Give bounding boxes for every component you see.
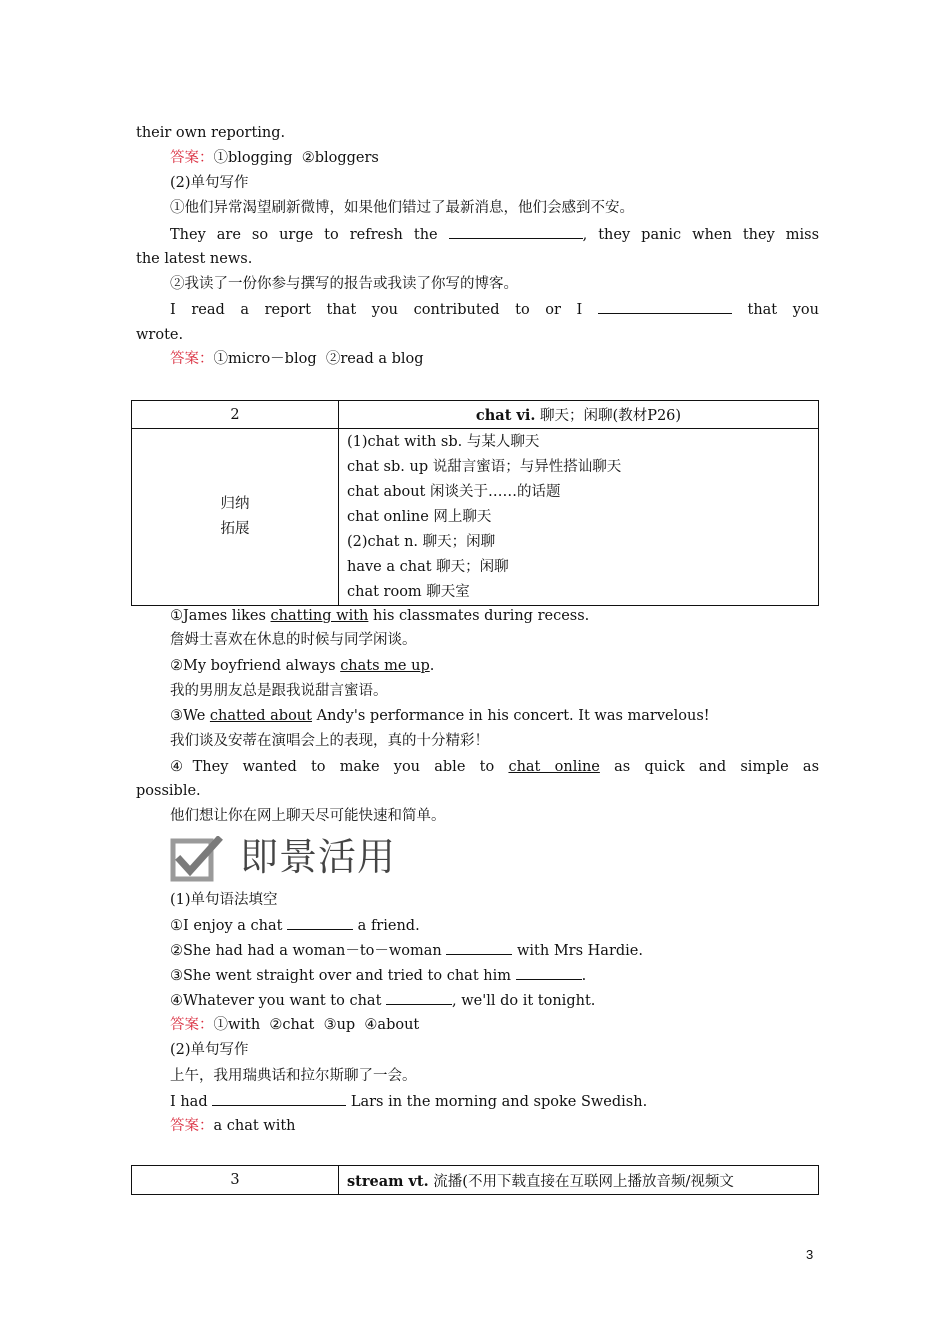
question-part: ①I enjoy a chat (170, 918, 288, 934)
text-line: wrote. (136, 327, 184, 343)
text-line: the latest news. (136, 251, 253, 267)
example-translation: 我们谈及安蒂在演唱会上的表现，真的十分精彩！ (170, 733, 489, 749)
vocab-table-stream (131, 1165, 819, 1195)
english-sentence (136, 224, 819, 245)
sentence-part: I read a report that you contributed to or I (170, 302, 583, 318)
phrase-row: chat room 聊天室 (347, 583, 470, 600)
sentence-part: ②My boyfriend always (170, 658, 341, 674)
section-heading: (2)单句写作 (170, 1042, 249, 1058)
sentence-part: his classmates during recess. (368, 608, 590, 624)
question-part: with Mrs Hardie. (512, 943, 643, 959)
answer-line (170, 349, 424, 369)
section-heading: (1)单句语法填空 (170, 892, 278, 908)
headword-cell (339, 401, 819, 429)
phrase-list (339, 429, 819, 606)
text-line: their own reporting. (136, 125, 286, 141)
headword: stream vt. (347, 1172, 429, 1190)
practice-heading: 即景活用 (240, 835, 397, 879)
item-number: 2 (132, 401, 339, 429)
exercise-question (170, 940, 643, 961)
text-line: possible. (136, 783, 201, 799)
item-number: 3 (132, 1166, 339, 1195)
example-sentence (170, 606, 589, 626)
section-heading: (2)单句写作 (170, 175, 249, 191)
example-sentence (136, 757, 819, 777)
fill-blank (449, 224, 583, 239)
example-translation: 他们想让你在网上聊天尽可能快速和简单。 (170, 808, 446, 824)
label-line: 归纳 (220, 496, 250, 512)
sentence-part: ①James likes (170, 608, 271, 624)
answer-blank[interactable] (287, 915, 353, 930)
answer-line (170, 148, 379, 168)
exercise-question (170, 1091, 647, 1112)
headword-cell (339, 1166, 819, 1195)
sentence-part: They are so urge to refresh the (170, 227, 438, 243)
example-sentence (170, 656, 434, 676)
headword: chat vi. (475, 407, 536, 424)
exercise-question (170, 965, 586, 986)
checkbox-icon (170, 836, 226, 882)
chinese-sentence: ②我读了一份你参与撰写的报告或我读了你写的博客。 (170, 276, 518, 292)
sentence-part: that you (747, 302, 820, 318)
answer-text: ①with ②chat ③up ④about (213, 1017, 420, 1033)
sentence-part: Andy's performance in his concert. It was marvelous! (311, 708, 710, 724)
question-part: Lars in the morning and spoke Swedish. (346, 1094, 648, 1110)
answer-line (170, 1015, 419, 1035)
answer-label: 答案： (170, 1017, 214, 1033)
question-part: ④Whatever you want to chat (170, 993, 387, 1009)
phrase-row: have a chat 聊天；闲聊 (347, 558, 509, 575)
phrase-row: chat online 网上聊天 (347, 508, 492, 525)
sentence-part: ④They wanted to make you able to (170, 759, 495, 775)
label-line: 拓展 (220, 521, 250, 537)
english-sentence (136, 299, 819, 320)
question-part: a friend. (353, 918, 420, 934)
answer-text: a chat with (213, 1118, 296, 1134)
answer-label: 答案： (170, 1118, 214, 1134)
example-translation: 我的男朋友总是跟我说甜言蜜语。 (170, 683, 388, 699)
question-part: ③She went straight over and tried to chat him (170, 968, 516, 984)
phrase-row: (2)chat n. 聊天；闲聊 (347, 533, 496, 550)
answer-blank[interactable] (516, 965, 582, 980)
answer-line (170, 1116, 296, 1136)
phrase-row: chat about 闲谈关于……的话题 (347, 483, 561, 500)
answer-text: ①blogging ②bloggers (213, 150, 379, 166)
chinese-sentence: 上午，我用瑞典话和拉尔斯聊了一会。 (170, 1068, 417, 1084)
answer-text: ①micro－blog ②read a blog (213, 351, 424, 367)
example-translation: 詹姆士喜欢在休息的时候与同学闲谈。 (170, 632, 417, 648)
answer-label: 答案： (170, 351, 214, 367)
sentence-part: as quick and simple as (614, 759, 820, 775)
underlined-phrase: chats me up (340, 658, 430, 674)
headword-meaning: 流播(不用下载直接在互联网上播放音频/视频文 (433, 1173, 734, 1190)
fill-blank (598, 299, 732, 314)
phrase-row: (1)chat with sb. 与某人聊天 (347, 433, 540, 450)
headword-meaning: 聊天；闲聊(教材P26) (540, 408, 682, 424)
question-part: I had (170, 1094, 213, 1110)
sentence-part: . (429, 658, 435, 674)
category-label (132, 429, 339, 606)
answer-blank[interactable] (446, 940, 512, 955)
question-part: ②She had had a woman－to－woman (170, 943, 447, 959)
sentence-part: ③We (170, 708, 210, 724)
sentence-part: , they panic when they miss (582, 227, 820, 243)
question-part: . (581, 968, 587, 984)
underlined-phrase: chat online (508, 759, 600, 775)
chinese-sentence: ①他们异常渴望刷新微博，如果他们错过了最新消息，他们会感到不安。 (170, 200, 634, 216)
answer-blank[interactable] (386, 990, 452, 1005)
question-part: , we'll do it tonight. (452, 993, 596, 1009)
answer-blank[interactable] (212, 1091, 346, 1106)
exercise-question (170, 990, 595, 1011)
phrase-row: chat sb. up 说甜言蜜语；与异性搭讪聊天 (347, 458, 622, 475)
vocab-table-chat (131, 400, 819, 606)
example-sentence (170, 706, 710, 726)
underlined-phrase: chatting with (270, 608, 369, 624)
answer-label: 答案： (170, 150, 214, 166)
underlined-phrase: chatted about (209, 708, 312, 724)
exercise-question (170, 915, 420, 936)
page-number: 3 (806, 1247, 814, 1262)
